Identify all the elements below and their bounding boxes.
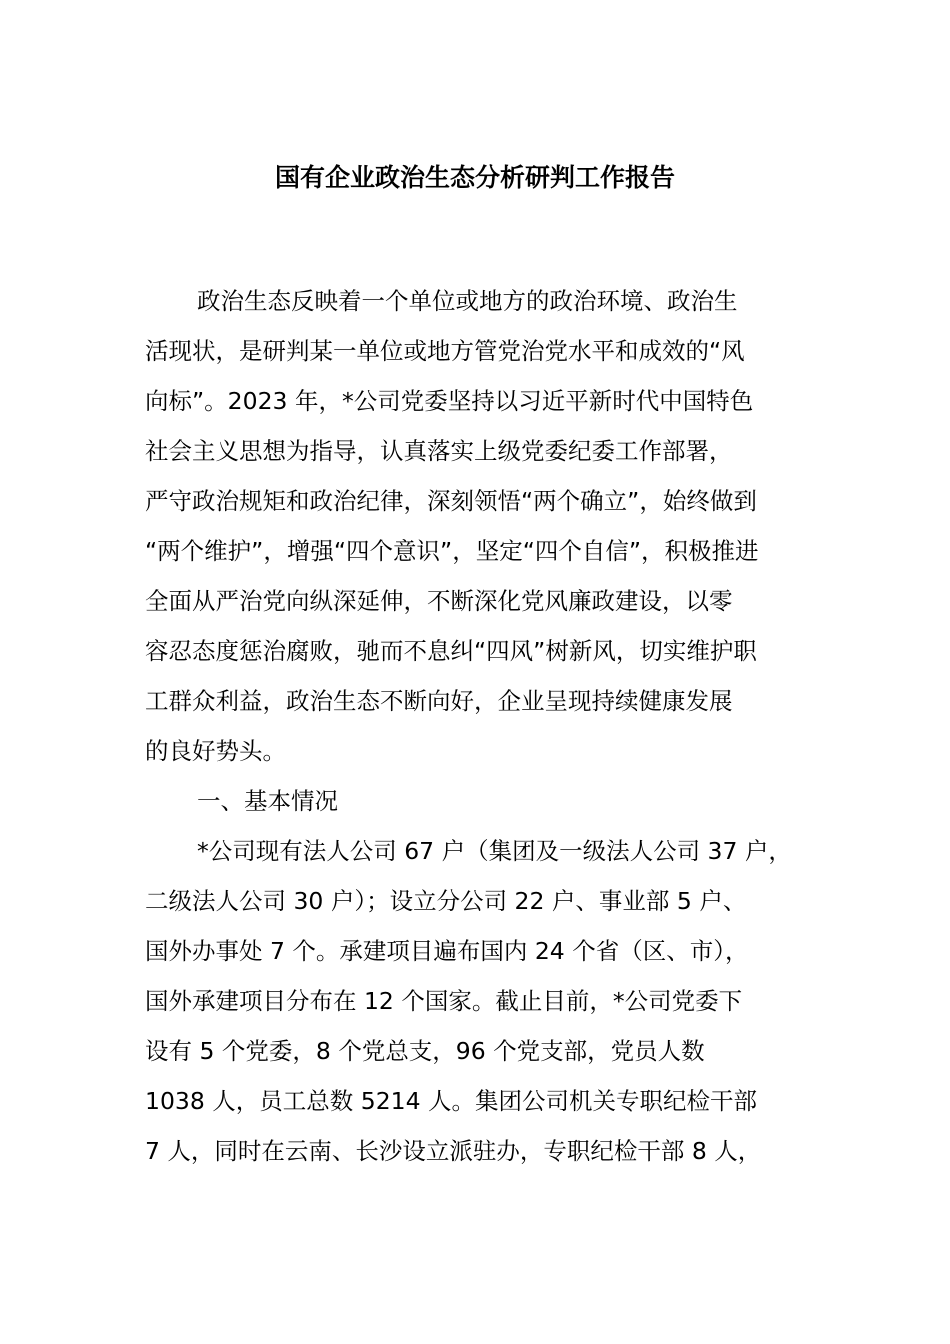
paragraph-2-line-6: 1038 人，员工总数 5214 人。集团公司机关专职纪检干部 bbox=[145, 1087, 758, 1115]
paragraph-2-line-3: 国外办事处 7 个。承建项目遍布国内 24 个省（区、市）， bbox=[145, 937, 749, 965]
paragraph-1-line-3: 向标”。2023 年，*公司党委坚持以习近平新时代中国特色 bbox=[145, 387, 754, 415]
paragraph-1-line-9: 工群众利益，政治生态不断向好，企业呈现持续健康发展 bbox=[145, 687, 733, 715]
paragraph-2-line-7: 7 人，同时在云南、长沙设立派驻办，专职纪检干部 8 人， bbox=[145, 1137, 762, 1165]
paragraph-1-line-2: 活现状，是研判某一单位或地方管党治党水平和成效的“风 bbox=[145, 337, 745, 365]
paragraph-2-line-5: 设有 5 个党委，8 个党总支，96 个党支部，党员人数 bbox=[145, 1037, 705, 1065]
paragraph-1-line-10: 的良好势头。 bbox=[145, 737, 286, 765]
paragraph-2-line-4: 国外承建项目分布在 12 个国家。截止目前，*公司党委下 bbox=[145, 987, 743, 1015]
document-body bbox=[145, 276, 835, 1176]
paragraph-1-line-7: 全面从严治党向纵深延伸，不断深化党风廉政建设，以零 bbox=[145, 587, 733, 615]
paragraph-1-line-4: 社会主义思想为指导，认真落实上级党委纪委工作部署， bbox=[145, 437, 733, 465]
document-title: 国有企业政治生态分析研判工作报告 bbox=[274, 163, 675, 192]
section-heading-basic-situation: 一、基本情况 bbox=[197, 787, 338, 815]
paragraph-1-line-1: 政治生态反映着一个单位或地方的政治环境、政治生 bbox=[197, 287, 738, 315]
paragraph-2-line-2: 二级法人公司 30 户）；设立分公司 22 户、事业部 5 户、 bbox=[145, 887, 747, 915]
paragraph-1-line-6: “两个维护”，增强“四个意识”，坚定“四个自信”，积极推进 bbox=[145, 537, 759, 565]
paragraph-1-line-5: 严守政治规矩和政治纪律，深刻领悟“两个确立”，始终做到 bbox=[145, 487, 757, 515]
paragraph-1-line-8: 容忍态度惩治腐败，驰而不息纠“四风”树新风，切实维护职 bbox=[145, 637, 757, 665]
paragraph-2-line-1: *公司现有法人公司 67 户（集团及一级法人公司 37 户， bbox=[197, 837, 792, 865]
